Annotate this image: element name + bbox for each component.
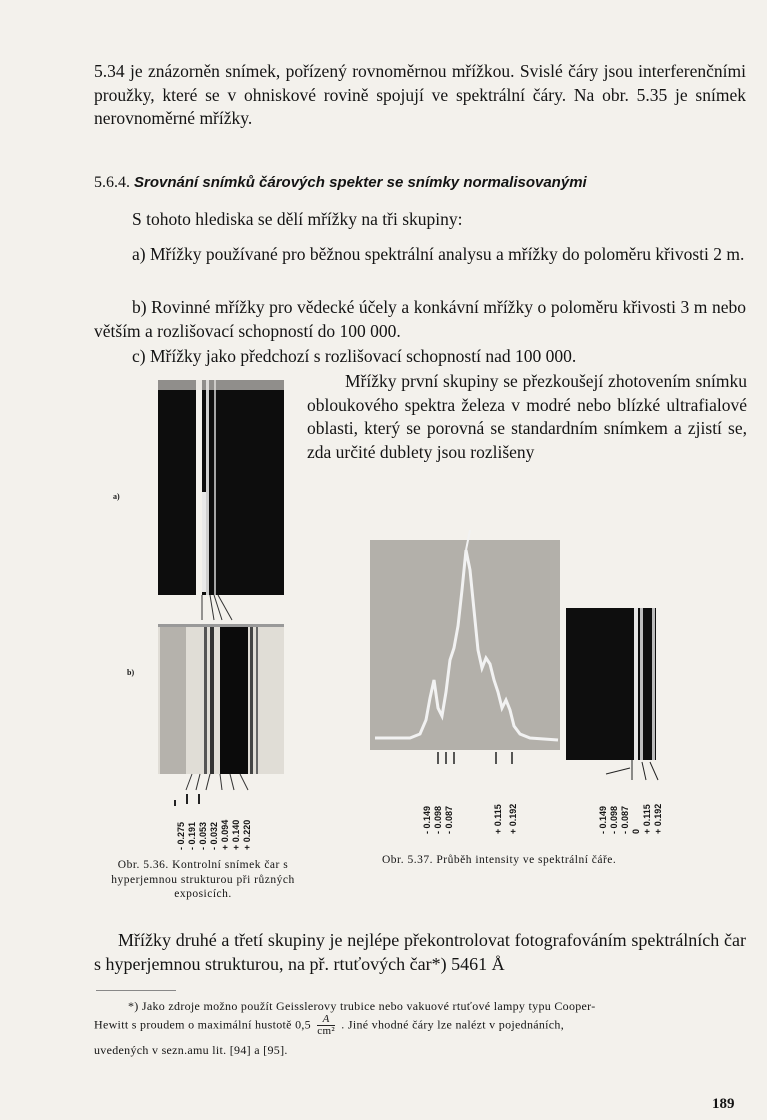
figure-5-37-image [370, 530, 750, 790]
figure-5-36-caption: Obr. 5.36. Kontrolní snímek čar s hyperjemnou strukturou při různých exposicích. [111, 859, 295, 900]
group-a-text: Mřížky používané pro běžnou spektrální analysu a mřížky do poloměru křivosti 2 m. [149, 244, 745, 264]
group-c-marker: c) [132, 346, 146, 366]
fig-537-tick-left: + 0.115 [493, 804, 503, 834]
page-number: 189 [712, 1096, 735, 1112]
section-title: Srovnání snímků čárových spekter se snímky normalisovanými [134, 174, 587, 191]
fig-536-tick: - 0.053 [198, 821, 208, 850]
footnote-line-3: uvedených v sezn.amu lit. [94] a [95]. [94, 1043, 288, 1057]
fig-537-tick-left: - 0.098 [433, 805, 443, 834]
group-c [94, 344, 746, 368]
right-column-text: Mřížky první skupiny se přezkoušejí zhotovením snímku obloukového spektra železa v modré nebo blízké ultrafialové oblasti, který se porovná se standardním snímkem a zjistí se, zda určité dublety jsou rozlišeny [307, 371, 747, 462]
fig-537-tick-left: - 0.149 [422, 805, 432, 834]
group-a [94, 242, 746, 266]
fig-536-tick: - 0.191 [187, 821, 197, 850]
group-c-text: Mřížky jako předchozí s rozlišovací schopností nad 100 000. [149, 346, 577, 366]
fig-536-tick: + 0.220 [242, 819, 252, 850]
group-b [94, 295, 746, 343]
fig-536-tick: - 0.032 [209, 821, 219, 850]
group-b-text: Rovinné mřížky pro vědecké účely a konkávní mřížky o poloměru křivosti 3 m nebo větším a rozlišovací schopností do 100 000. [94, 297, 746, 341]
fig-537-tick-right: - 0.098 [609, 805, 619, 834]
footnote-rule [96, 990, 176, 991]
closing-paragraph: Mřížky druhé a třetí skupiny je nejlépe překontrolovat fotografováním spektrálních čar s hyperjemnou strukturou, na př. rtuťových čar*) 5461 Å [94, 930, 746, 974]
group-a-marker: a) [132, 244, 146, 264]
group-b-marker: b) [132, 297, 147, 317]
footnote-line-2-tail: . Jiné vhodné čáry lze nalézt v pojednáních, [341, 1017, 565, 1032]
fig-537-tick-right: - 0.149 [598, 805, 608, 834]
fraction-numerator: A [317, 1014, 335, 1026]
figure-5-36-label-a: a) [113, 492, 120, 501]
figure-5-36-label-b: b) [127, 668, 135, 677]
fig-537-tick-right: - 0.087 [620, 805, 630, 834]
fig-536-tick: + 0.140 [231, 819, 241, 850]
fraction-denominator: cm² [317, 1025, 335, 1037]
groups-intro: S tohoto hlediska se dělí mřížky na tři skupiny: [132, 209, 463, 229]
footnote-fraction [317, 1014, 335, 1037]
footnote-line-1: *) Jako zdroje možno použít Geisslerovy trubice nebo vakuové rtuťové lampy typu Cooper- [128, 999, 596, 1013]
section-number: 5.6.4. [94, 174, 130, 191]
section-heading [94, 174, 746, 192]
figure-5-36-image [140, 380, 300, 850]
fig-537-tick-right: + 0.115 [642, 804, 652, 834]
footnote-line-2 [94, 1014, 746, 1042]
fig-537-tick-right: 0 [631, 828, 641, 834]
intro-paragraph: 5.34 je znázorněn snímek, pořízený rovnoměrnou mřížkou. Svislé čáry jsou interferenčními proužky, které se v ohniskové rovině spojují ve spektrální čáry. Na obr. 5.35 je snímek nerovnoměrné mřížky. [94, 61, 746, 128]
fig-536-tick: + 0.094 [220, 819, 230, 850]
fig-536-tick: - 0.275 [176, 821, 186, 850]
footnote-line-2-text: Hewitt s proudem o maximální hustotě 0,5 [94, 1017, 311, 1032]
fig-537-tick-left: + 0.192 [508, 803, 518, 834]
figure-5-37-caption: Obr. 5.37. Průběh intensity ve spektrální čáře. [382, 854, 617, 866]
fig-537-tick-left: - 0.087 [444, 805, 454, 834]
fig-537-tick-right: + 0.192 [653, 803, 663, 834]
